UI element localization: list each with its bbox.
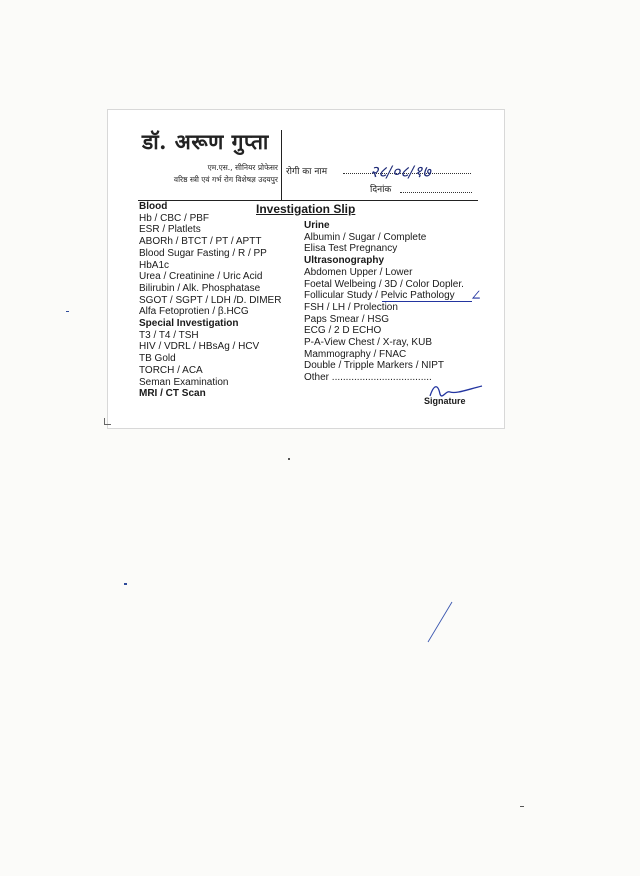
section-heading: Special Investigation [139, 318, 239, 330]
test-item: Alfa Fetoprotien / β.HCG [139, 306, 249, 318]
pen-stroke [424, 600, 454, 646]
doctor-name: डॉ. अरूण गुप्ता [142, 129, 269, 154]
doctor-qualifications [146, 162, 278, 186]
ink-speck [520, 806, 524, 807]
test-item: Double / Tripple Markers / NIPT [304, 360, 445, 372]
test-item: SGOT / SGPT / LDH /D. DIMER [139, 294, 282, 306]
handwritten-date: २८/०८/१७ [370, 162, 431, 181]
test-item: TORCH / ACA [139, 364, 203, 376]
test-item: Hb / CBC / PBF [139, 212, 210, 224]
test-item: HIV / VDRL / HBsAg / HCV [139, 341, 260, 353]
date-field [400, 186, 472, 193]
header-divider-vertical [281, 130, 282, 200]
test-item: Abdomen Upper / Lower [304, 266, 413, 278]
test-item: ESR / Platlets [139, 224, 201, 236]
test-item: Foetal Welbeing / 3D / Color Dopler. [304, 278, 464, 290]
test-item: Urea / Creatinine / Uric Acid [139, 271, 263, 283]
test-item: Mammography / FNAC [304, 348, 407, 360]
corner-crop-mark [104, 418, 111, 425]
test-item: ABORh / BTCT / PT / APTT [139, 236, 262, 248]
test-item: T3 / T4 / TSH [139, 329, 199, 341]
test-item: Bilirubin / Alk. Phosphatase [139, 282, 261, 294]
ink-speck [124, 583, 127, 585]
test-item: Seman Examination [139, 376, 229, 388]
date-label: दिनांक [370, 185, 392, 195]
left-test-column [139, 201, 281, 400]
qualification-line-2: वरिष्ठ स्त्री एवं गर्भ रोग विशेषज्ञ उदयपुर [173, 175, 278, 184]
handwritten-underline [382, 301, 472, 302]
section-heading: Blood [139, 201, 168, 212]
test-item: TB Gold [139, 353, 176, 365]
ink-speck [288, 458, 290, 460]
test-item: Other .................................... [304, 372, 432, 384]
test-item: Elisa Test Pregnancy [304, 243, 398, 255]
test-item: FSH / LH / Prolection [304, 301, 398, 313]
slip-title: Investigation Slip [256, 202, 356, 216]
test-item: HbA1c [139, 259, 170, 271]
handwritten-tick-icon: ∠ [470, 288, 482, 304]
section-heading: MRI / CT Scan [139, 388, 206, 400]
ink-speck [66, 311, 69, 312]
investigation-slip [107, 109, 505, 429]
qualification-line-1: एम.एस., सीनियर प्रोफेसर [207, 163, 278, 172]
test-item: Paps Smear / HSG [304, 313, 390, 325]
test-item: P-A-View Chest / X-ray, KUB [304, 337, 432, 349]
signature-label: Signature [424, 396, 466, 406]
test-item: Albumin / Sugar / Complete [304, 231, 427, 243]
test-item: ECG / 2 D ECHO [304, 325, 382, 337]
test-item: Follicular Study / Pelvic Pathology [304, 290, 455, 302]
section-heading: Urine [304, 220, 330, 231]
section-heading: Ultrasonography [304, 255, 385, 267]
test-item: Blood Sugar Fasting / R / PP [139, 247, 267, 259]
patient-name-label: रोगी का नाम [286, 167, 328, 177]
